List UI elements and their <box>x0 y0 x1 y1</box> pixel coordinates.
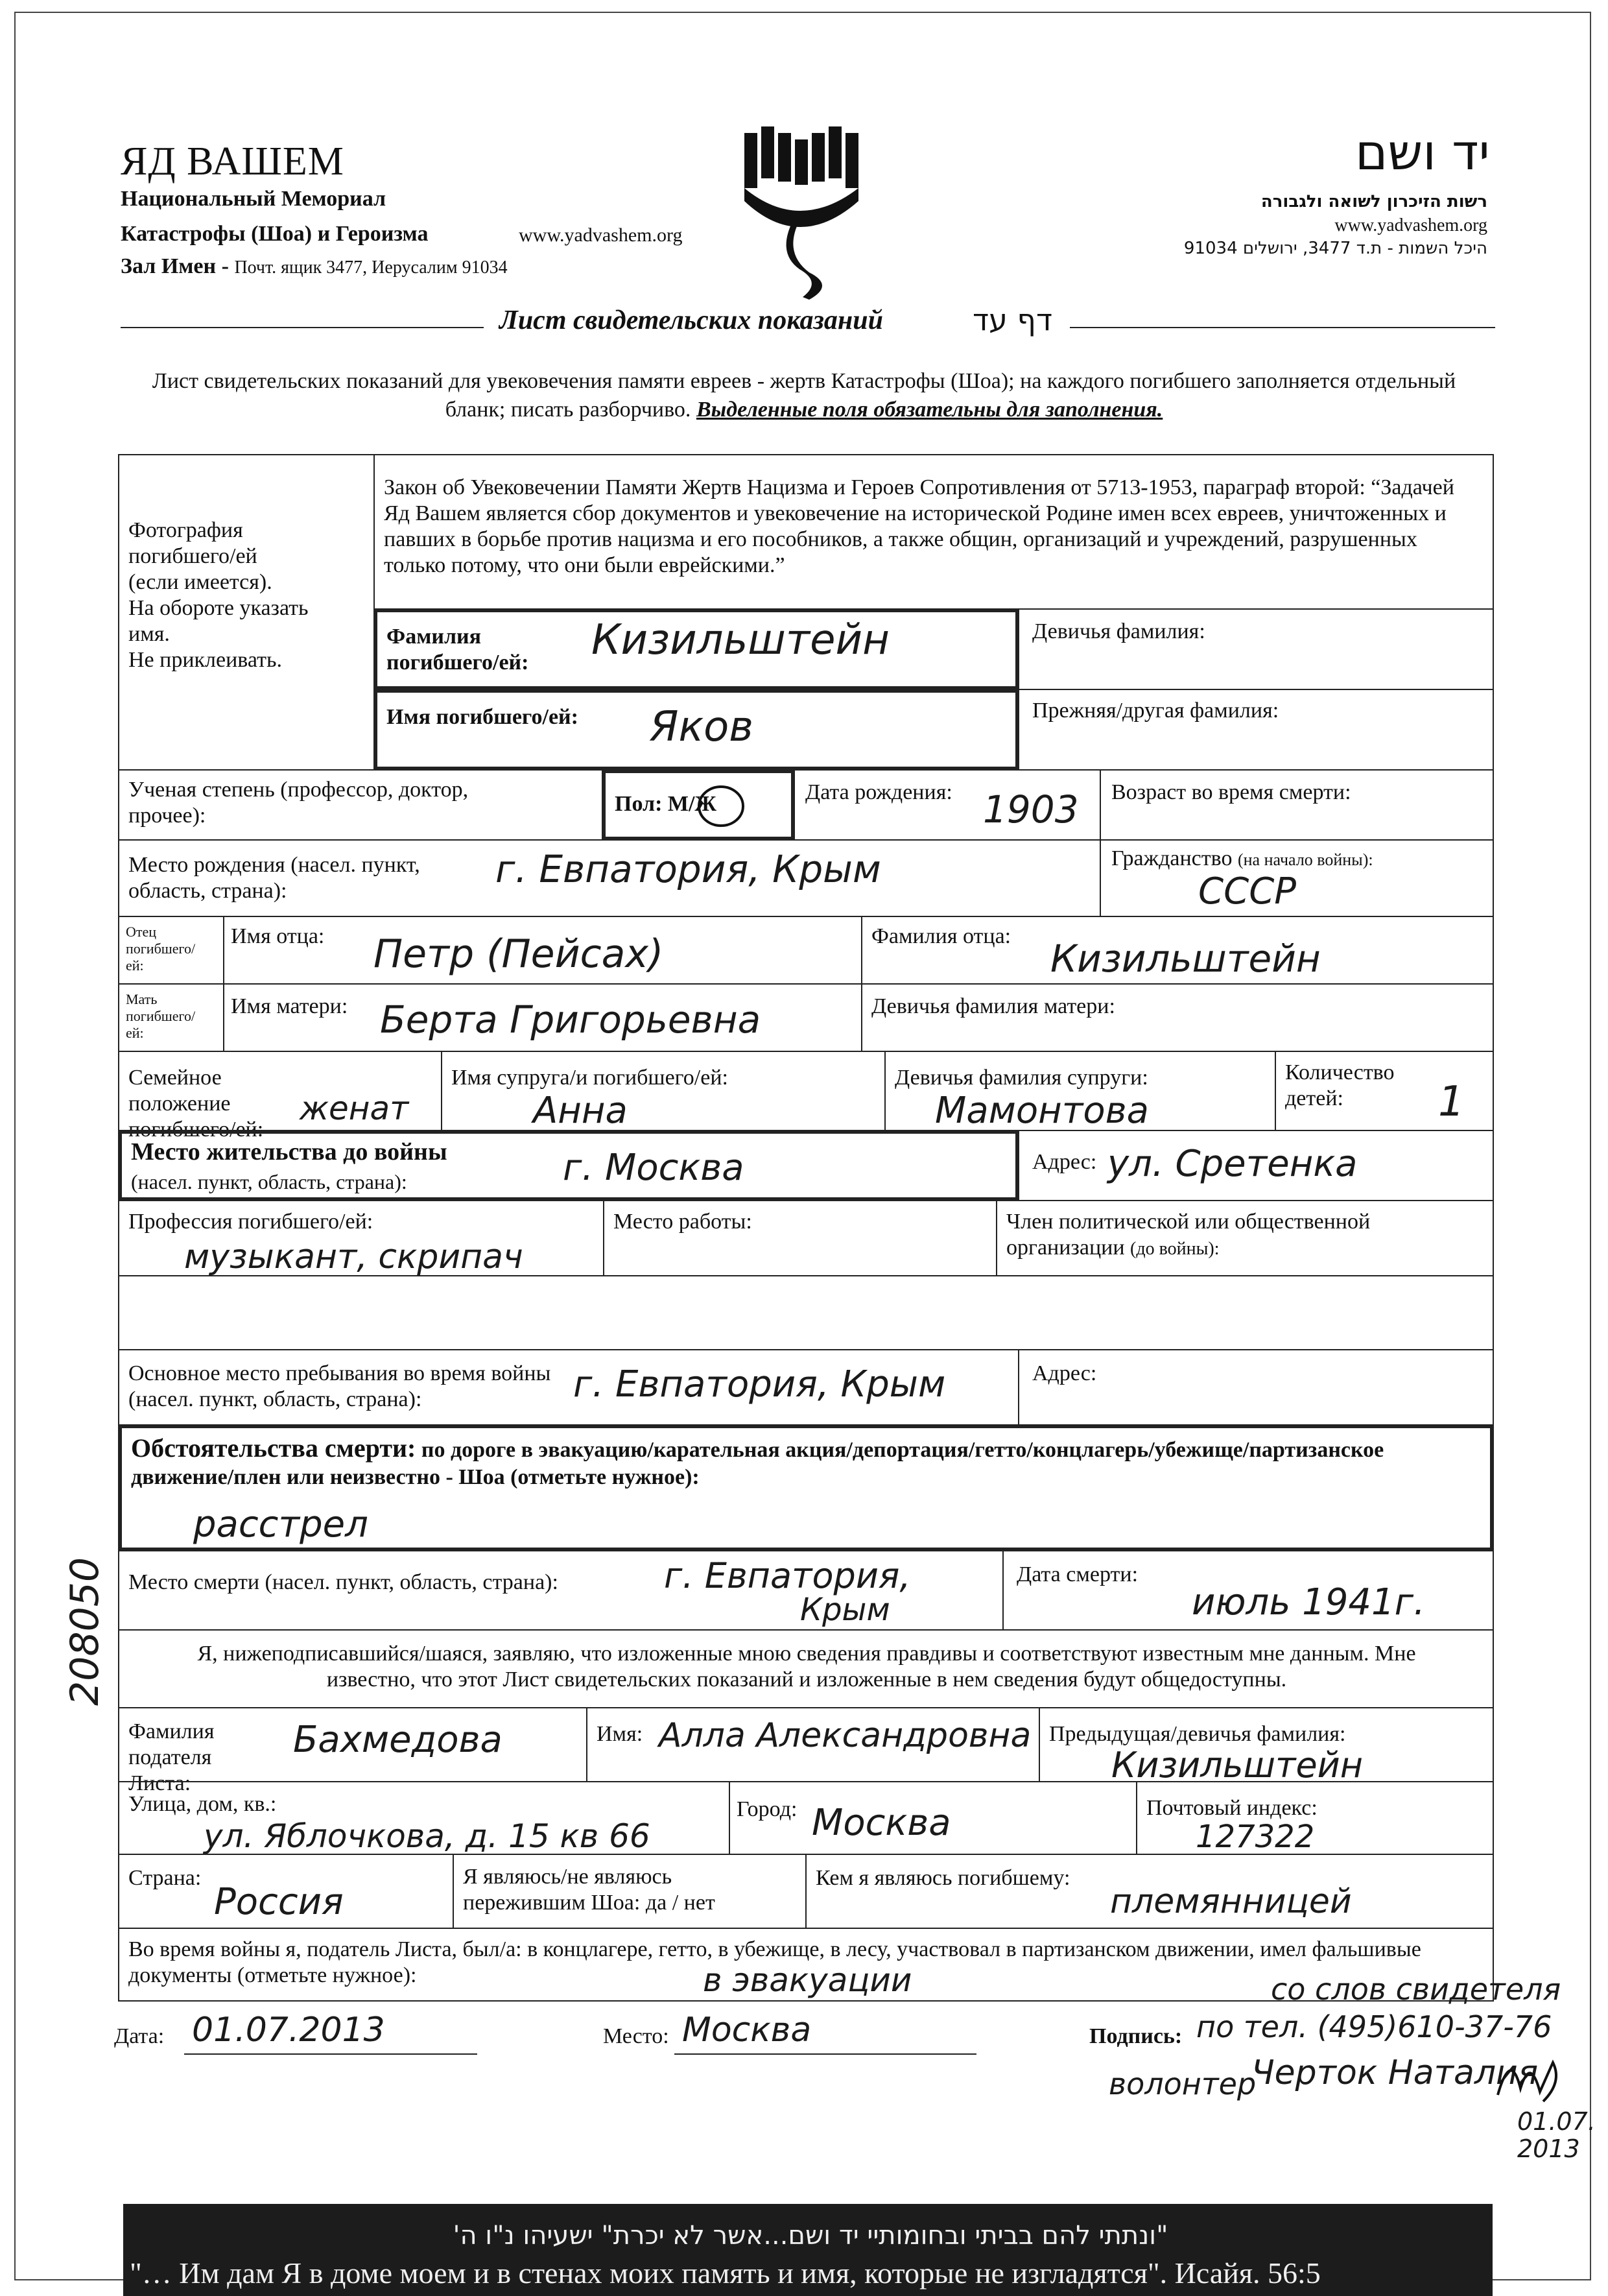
volunteer-stamp-date: 01.07. 2013 <box>1517 2107 1596 2163</box>
death-place-label: Место смерти (насел. пункт, область, страна): <box>128 1570 558 1594</box>
submitter-name-label: Имя: <box>597 1722 643 1746</box>
org-line-3-bold: Зал Имен - <box>121 254 229 278</box>
wartime-place-field[interactable] <box>118 1349 1019 1426</box>
relation-field[interactable] <box>805 1854 1494 1929</box>
testimony-source-note: со слов свидетеля <box>1271 1972 1561 2007</box>
wartime-place-label: Основное место пребывания во время войны (насел. пункт, область, страна): <box>128 1361 551 1411</box>
submitter-city-value: Москва <box>812 1802 951 1844</box>
father-surname-field[interactable] <box>861 916 1494 985</box>
victim-surname-value: Кизильштейн <box>591 616 890 664</box>
photo-line-5: имя. <box>128 622 170 646</box>
residence-field[interactable] <box>118 1130 1019 1201</box>
age-field[interactable] <box>1100 769 1494 841</box>
law-text: Закон об Увековечении Памяти Жертв Нацизма и Героев Сопротивления от 5713-1953, параграф второй: “Задачей Яд Вашем является сбор документов и увековечение на исторической Родине имен всех евреев, уничтоженных и павших в борьбе против нацизма и его пособников, а также общин, организаций и учреждений, разрушенных только потому, что они были еврейскими.” <box>384 475 1454 577</box>
death-date-value: июль 1941г. <box>1192 1581 1425 1623</box>
org-line-1: Национальный Мемориал <box>121 187 386 211</box>
wartime-address-field[interactable] <box>1018 1349 1494 1426</box>
spouse-maiden-label: Девичья фамилия супруги: <box>895 1066 1148 1090</box>
org-website: www.yadvashem.org <box>519 224 683 246</box>
mother-side-label: Мать погибшего/ ей: <box>126 991 196 1041</box>
birth-date-label: Дата рождения: <box>805 780 952 804</box>
victim-surname-label: Фамилия погибшего/ей: <box>386 625 529 675</box>
father-surname-value: Кизильштейн <box>1050 937 1321 981</box>
birth-date-field[interactable] <box>794 769 1101 841</box>
submitter-surname-label: Фамилия подателя Листа: <box>128 1719 215 1795</box>
mother-maiden-label: Девичья фамилия матери: <box>871 994 1115 1018</box>
submitter-previous-label: Предыдущая/девичья фамилия: <box>1049 1722 1346 1746</box>
date-label: Дата: <box>114 2024 165 2048</box>
org-line-3-rest: Почт. ящик 3477, Иерусалим 91034 <box>234 257 508 278</box>
survivor-label: Я являюсь/не являюсь пережившим Шоа: да / нет <box>463 1865 715 1915</box>
submitter-country-field[interactable] <box>118 1854 454 1929</box>
submitter-city-field[interactable] <box>729 1781 1137 1855</box>
victim-first-name-field[interactable] <box>373 689 1019 771</box>
father-surname-label: Фамилия отца: <box>871 924 1011 948</box>
org-name: ЯД ВАШЕМ <box>121 139 344 184</box>
org-line-3 <box>121 254 508 279</box>
wartime-place-value: г. Евпатория, Крым <box>573 1363 946 1405</box>
spouse-name-label: Имя супруга/и погибшего/ей: <box>451 1066 728 1090</box>
death-circumstances-options: по дороге в эвакуацию/карательная акция/депортация/гетто/концлагерь/убежище/партизанское движение/плен или неизвестно - Шоа (отметьте нужное): <box>131 1438 1384 1489</box>
spouse-maiden-value: Мамонтова <box>935 1090 1149 1132</box>
spouse-maiden-field[interactable] <box>884 1051 1276 1131</box>
photo-line-3: (если имеется). <box>128 570 272 594</box>
father-side-box <box>118 916 224 985</box>
sheet-title: Лист свидетельских показаний <box>499 305 883 335</box>
mother-name-label: Имя матери: <box>231 994 348 1018</box>
date-value: 01.07.2013 <box>192 2011 385 2050</box>
signature-label: Подпись: <box>1089 2024 1183 2048</box>
victim-first-name-label: Имя погибшего/ей: <box>386 705 578 729</box>
footer-quote-band <box>123 2204 1493 2296</box>
birth-place-field[interactable] <box>118 839 1101 917</box>
submitter-country-label: Страна: <box>128 1866 202 1890</box>
submitter-previous-field[interactable] <box>1039 1707 1494 1786</box>
age-label: Возраст во время смерти: <box>1111 780 1351 804</box>
father-name-label: Имя отца: <box>231 924 325 948</box>
submitter-name-field[interactable] <box>586 1707 1040 1782</box>
photo-line-2: погибшего/ей <box>128 544 257 568</box>
father-side-label: Отец погибшего/ ей: <box>126 924 196 974</box>
marital-field[interactable] <box>118 1051 442 1142</box>
death-place-field[interactable] <box>118 1550 1004 1631</box>
death-circumstances-label: Обстоятельства смерти: <box>131 1433 416 1463</box>
menorah-logo <box>738 123 861 302</box>
place-value: Москва <box>682 2011 812 2050</box>
title-rule-right <box>1070 327 1495 328</box>
citizenship-value: СССР <box>1198 870 1297 913</box>
intro-body: Лист свидетельских показаний для увековечения памяти евреев - жертв Катастрофы (Шоа); на каждого погибшего заполняется отдельный бланк; писать разборчиво. <box>152 369 1456 422</box>
org-hebrew-website: www.yadvashem.org <box>1334 215 1487 235</box>
profession-label: Профессия погибшего/ей: <box>128 1210 373 1234</box>
residence-label: Место жительства до войны <box>131 1138 447 1166</box>
place-label: Место: <box>603 2024 669 2048</box>
law-box <box>373 454 1494 610</box>
spouse-name-value: Анна <box>533 1090 628 1132</box>
submitter-name-value: Алла Александровна <box>659 1716 1032 1755</box>
date-line <box>184 2053 477 2055</box>
victim-maiden-field[interactable] <box>1018 608 1494 690</box>
death-circumstances-field[interactable] <box>118 1424 1494 1551</box>
title-rule-left <box>121 327 484 328</box>
victim-first-name-value: Яков <box>650 703 753 751</box>
father-name-field[interactable] <box>223 916 862 985</box>
degree-label: Ученая степень (профессор, доктор, прочее): <box>128 778 469 828</box>
victim-other-surname-label: Прежняя/другая фамилия: <box>1032 699 1279 723</box>
workplace-field[interactable] <box>603 1200 997 1276</box>
residence-address-field[interactable] <box>1018 1130 1494 1201</box>
submitter-city-label: Город: <box>737 1797 798 1821</box>
blank-row <box>118 1275 1494 1350</box>
signature-scribble <box>1491 2043 1569 2108</box>
death-place-value-1: г. Евпатория, <box>664 1555 911 1596</box>
submitter-zip-field[interactable] <box>1136 1781 1494 1855</box>
org-hebrew-line-3: היכל השמות - ת.ד 3477, ירושלים 91034 <box>1183 239 1487 258</box>
children-field[interactable] <box>1275 1051 1494 1131</box>
children-value: 1 <box>1438 1078 1465 1126</box>
mother-name-field[interactable] <box>223 983 862 1052</box>
relation-label: Кем я являюсь погибшему: <box>816 1866 1070 1890</box>
declaration-box <box>118 1629 1494 1708</box>
degree-field[interactable] <box>118 769 603 841</box>
place-line <box>674 2053 976 2055</box>
sex-field[interactable] <box>602 769 795 841</box>
death-date-label: Дата смерти: <box>1017 1562 1139 1586</box>
death-circumstances-value: расстрел <box>193 1503 368 1546</box>
submitter-surname-field[interactable] <box>118 1707 587 1795</box>
marital-value: женат <box>300 1090 409 1127</box>
victim-other-surname-field[interactable] <box>1018 689 1494 771</box>
children-label: Количество детей: <box>1285 1060 1395 1110</box>
submitter-country-value: Россия <box>214 1881 344 1923</box>
marital-label: Семейное положение погибшего/ей: <box>128 1066 264 1142</box>
father-name-value: Петр (Пейсах) <box>373 931 664 977</box>
submitter-street-field[interactable] <box>118 1781 730 1855</box>
sex-label: Пол: М/Ж <box>615 792 717 816</box>
submitter-wartime-value: в эвакуации <box>703 1961 912 1999</box>
relation-value: племянницей <box>1110 1882 1352 1921</box>
survivor-field[interactable] <box>453 1854 807 1929</box>
residence-address-value: ул. Сретенка <box>1107 1143 1358 1185</box>
submitter-zip-value: 127322 <box>1196 1819 1315 1855</box>
side-number: 208050 <box>62 1557 108 1706</box>
residence-value: г. Москва <box>563 1147 744 1189</box>
citizenship-label: Гражданство <box>1111 846 1233 870</box>
membership-note: (до войны): <box>1130 1239 1220 1259</box>
intro-emphasis: Выделенные поля обязательны для заполнения. <box>696 398 1163 422</box>
victim-maiden-label: Девичья фамилия: <box>1032 619 1205 643</box>
submitter-wartime-label: Во время войны я, податель Листа, был/а: в концлагере, гетто, в убежище, в лесу, участвовал в партизанском движении, имел фальшивые документы (отметьте нужное): <box>128 1937 1421 1987</box>
mother-name-value: Берта Григорьевна <box>380 998 761 1042</box>
photo-line-4: На обороте указать <box>128 596 309 620</box>
residence-address-label: Адрес: <box>1032 1150 1097 1174</box>
org-hebrew-line-1: רשות הזיכרון לשואה ולגבורה <box>1260 192 1487 211</box>
death-place-value-2: Крым <box>800 1592 890 1628</box>
membership-label: Член политической или общественной организации <box>1006 1210 1371 1260</box>
birth-place-label: Место рождения (насел. пункт, область, страна): <box>128 853 420 903</box>
submitter-street-label: Улица, дом, кв.: <box>128 1792 277 1816</box>
signature-value: по тел. (495)610-37-76 <box>1196 2009 1552 2044</box>
residence-sub: (насел. пункт, область, страна): <box>131 1170 407 1193</box>
sex-selection-circle <box>696 783 746 829</box>
victim-surname-field[interactable] <box>373 608 1019 690</box>
citizenship-field[interactable] <box>1100 839 1494 917</box>
mother-side-box <box>118 983 224 1052</box>
sheet-title-hebrew: דף עד <box>973 302 1053 337</box>
photo-box <box>118 454 375 771</box>
death-date-field[interactable] <box>1002 1550 1494 1631</box>
submitter-previous-value: Кизильштейн <box>1111 1745 1364 1786</box>
profession-field[interactable] <box>118 1200 604 1276</box>
submitter-zip-label: Почтовый индекс: <box>1146 1796 1318 1820</box>
spouse-name-field[interactable] <box>441 1051 886 1131</box>
footer-quote-hebrew: "ונתתי להם בביתי ובחומותיי יד ושם...אשר לא יכרת" ישעיהו נ"ו ה' <box>453 2221 1168 2251</box>
org-line-2: Катастрофы (Шоа) и Героизма <box>121 222 429 246</box>
submitter-surname-value: Бахмедова <box>293 1719 503 1761</box>
birth-date-value: 1903 <box>983 787 1079 831</box>
photo-line-1: Фотография <box>128 518 243 542</box>
profession-value: музыкант, скрипач <box>184 1238 523 1276</box>
photo-line-6: Не приклеивать. <box>128 648 282 672</box>
declaration-text: Я, нижеподписавшийся/шаяся, заявляю, что изложенные мною сведения правдивы и соответствуют известным мне данным. Мне известно, что этот Лист свидетельских показаний и изложенные в нем сведения будут общедоступны. <box>197 1642 1416 1692</box>
mother-maiden-field[interactable] <box>861 983 1494 1052</box>
birth-place-value: г. Евпатория, Крым <box>495 847 881 891</box>
org-name-hebrew: יד ושם <box>1355 123 1490 181</box>
wartime-address-label: Адрес: <box>1032 1361 1097 1385</box>
volunteer-name: Черток Наталия <box>1251 2053 1539 2092</box>
citizenship-note: (на начало войны): <box>1237 850 1373 869</box>
intro-text <box>149 367 1459 424</box>
workplace-label: Место работы: <box>613 1210 752 1234</box>
membership-field[interactable] <box>996 1200 1494 1276</box>
volunteer-label: волонтер <box>1109 2066 1257 2101</box>
submitter-street-value: ул. Яблочкова, д. 15 кв 66 <box>204 1817 650 1855</box>
footer-quote-russian: "… Им дам Я в доме моем и в стенах моих память и имя, которые не изгладятся". Исайя. 56:5 <box>130 2256 1321 2290</box>
